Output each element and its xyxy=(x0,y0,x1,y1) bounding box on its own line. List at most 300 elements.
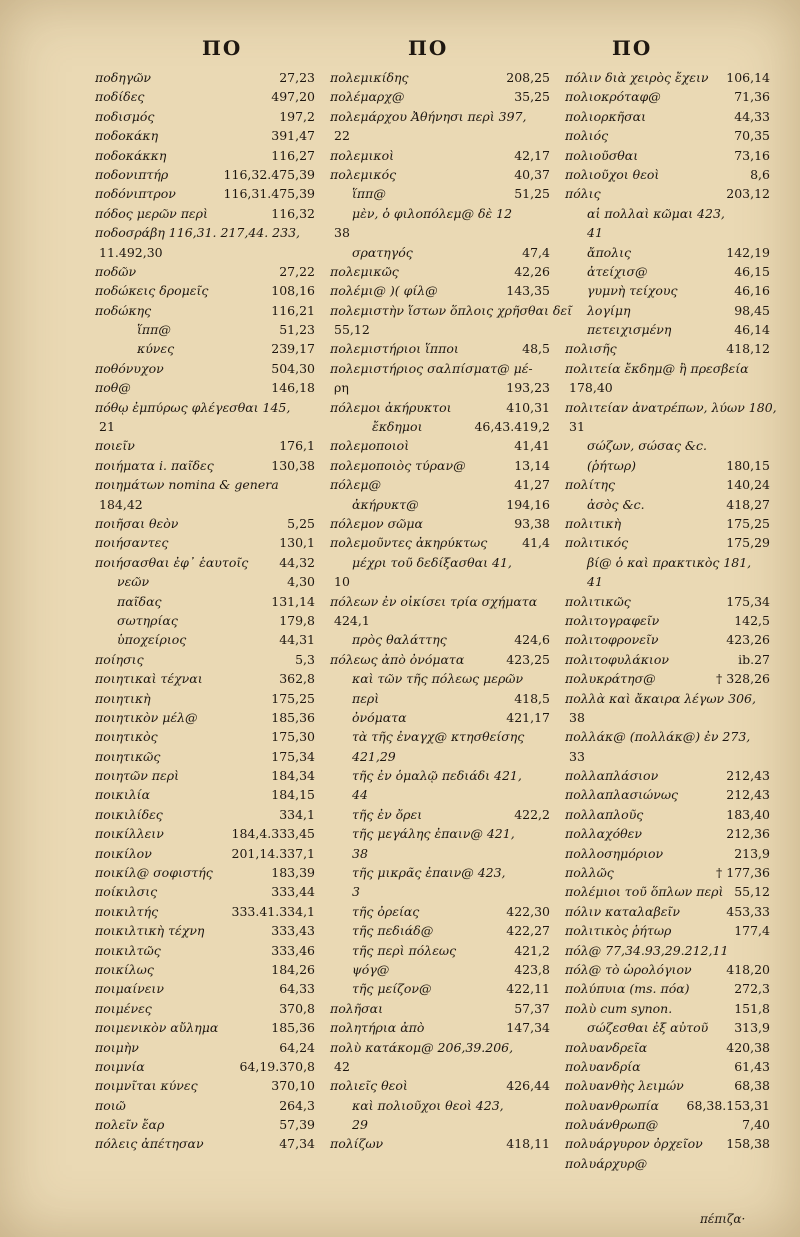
entry-term: ποικίλως xyxy=(95,961,154,977)
entry-reference: 213,9 xyxy=(734,845,770,861)
index-entry xyxy=(330,398,550,417)
entry-reference: 5,25 xyxy=(287,515,315,531)
index-entry xyxy=(95,824,315,843)
index-entry xyxy=(565,126,770,145)
entry-term: 41 xyxy=(587,225,603,241)
index-entry xyxy=(330,475,550,494)
index-entry xyxy=(330,1057,550,1076)
index-entry xyxy=(95,126,315,145)
index-entry xyxy=(565,204,770,223)
index-entry xyxy=(565,1018,770,1037)
entry-term: πολιοκρόταφ@ xyxy=(565,89,661,105)
index-entry xyxy=(330,514,550,533)
entry-reference: 64,24 xyxy=(279,1039,315,1055)
entry-reference: 116,32 xyxy=(271,205,315,221)
index-entry xyxy=(565,301,770,320)
index-entry xyxy=(330,436,550,455)
entry-reference: 44,33 xyxy=(734,108,770,124)
index-entry xyxy=(95,68,315,87)
entry-term: ἄπολις xyxy=(587,244,632,260)
index-entry xyxy=(565,689,770,708)
entry-term: πόλις xyxy=(565,186,601,202)
entry-term: σρατηγός xyxy=(352,244,413,260)
entry-reference: † 177,36 xyxy=(716,865,770,881)
index-entry xyxy=(565,844,770,863)
index-entry xyxy=(565,902,770,921)
entry-term: πολεμοποιὸς τύραν@ xyxy=(330,457,466,473)
index-entry xyxy=(95,960,315,979)
entry-reference: 158,38 xyxy=(726,1136,770,1152)
entry-reference: 423,8 xyxy=(514,961,550,977)
entry-reference: 212,36 xyxy=(726,826,770,842)
index-entry xyxy=(330,378,550,397)
entry-term: ποιητικὴ xyxy=(95,690,151,706)
index-entry xyxy=(95,1018,315,1037)
entry-reference: 176,1 xyxy=(279,438,315,454)
entry-term: 10 xyxy=(334,574,350,590)
entry-reference: 44,32 xyxy=(279,554,315,570)
entry-term: 38 xyxy=(352,845,368,861)
entry-term: ἔκδημοι xyxy=(372,419,423,435)
entry-term: ὀνόματα xyxy=(352,709,407,725)
entry-term: ποικίλον xyxy=(95,845,152,861)
entry-reference: 106,14 xyxy=(726,70,770,85)
index-entry xyxy=(95,243,315,262)
entry-term: 33 xyxy=(569,748,585,764)
index-entry xyxy=(330,921,550,940)
index-entry xyxy=(95,339,315,358)
index-entry xyxy=(565,650,770,669)
index-entry xyxy=(95,417,315,436)
entry-reference: 184,4.333,45 xyxy=(231,826,315,842)
entry-term: πολυάνθρωπ@ xyxy=(565,1117,659,1133)
entry-term: πολιτικῶς xyxy=(565,593,631,609)
index-entry xyxy=(330,553,550,572)
index-entry xyxy=(565,262,770,281)
index-entry xyxy=(330,456,550,475)
index-entry xyxy=(95,921,315,940)
index-entry xyxy=(565,630,770,649)
entry-term: 424,1 xyxy=(334,612,370,628)
entry-term: ποιήματα i. παῖδες xyxy=(95,457,214,473)
index-entry xyxy=(330,999,550,1018)
index-entry xyxy=(95,398,315,417)
entry-reference: 41,27 xyxy=(514,477,550,493)
index-entry xyxy=(565,921,770,940)
index-entry xyxy=(95,378,315,397)
index-entry xyxy=(565,882,770,901)
index-entry xyxy=(330,669,550,688)
entry-reference: 116,31.475,39 xyxy=(223,186,315,202)
entry-reference: 422,2 xyxy=(514,806,550,822)
entry-term: παῖδας xyxy=(117,593,162,609)
entry-reference: 422,27 xyxy=(506,923,550,939)
index-entry xyxy=(330,301,573,320)
entry-term: πολιός xyxy=(565,128,609,144)
index-entry xyxy=(330,1018,550,1037)
entry-term: γυμνὴ τείχους xyxy=(587,283,678,299)
index-entry xyxy=(95,882,315,901)
entry-term: ποιμὴν xyxy=(95,1039,139,1055)
entry-term: μὲν, ὁ φιλοπόλεμ@ δὲ 12 xyxy=(352,205,513,221)
index-entry xyxy=(95,1115,315,1134)
entry-reference: 47,4 xyxy=(522,244,550,260)
index-entry xyxy=(565,320,770,339)
entry-term: ποιητικὸν μέλ@ xyxy=(95,709,198,725)
index-entry xyxy=(330,844,550,863)
entry-term: ψόγ@ xyxy=(352,961,390,977)
entry-term: ποιήσασθαι ἐφ᾽ ἑαυτοῖς xyxy=(95,554,249,570)
index-entry xyxy=(95,514,315,533)
index-entry xyxy=(95,785,315,804)
index-entry xyxy=(95,301,315,320)
entry-reference: 313,9 xyxy=(734,1020,770,1036)
index-entry xyxy=(95,747,315,766)
index-entry xyxy=(565,669,770,688)
index-entry xyxy=(565,417,770,436)
entry-term: ποιητικῶς xyxy=(95,748,161,764)
header-right: ΠΟ xyxy=(612,36,653,60)
entry-reference: 48,5 xyxy=(522,341,550,357)
entry-term: ποδόνιπτρον xyxy=(95,186,176,202)
index-entry xyxy=(330,1115,550,1134)
index-entry xyxy=(95,805,315,824)
entry-reference: 98,45 xyxy=(734,302,770,318)
entry-reference: 183,40 xyxy=(726,806,770,822)
index-entry xyxy=(95,223,315,242)
entry-term: πολεμάρχου Ἀθήνησι περὶ 397, xyxy=(330,108,527,124)
entry-term: πολιτοφυλάκιον xyxy=(565,651,669,667)
entry-term: πολιεῖς θεοὶ xyxy=(330,1078,408,1094)
index-entry xyxy=(330,1038,550,1057)
entry-term: τῆς μείζον@ xyxy=(352,981,432,997)
entry-term: καὶ πολιοῦχοι θεοὶ 423, xyxy=(352,1097,504,1113)
entry-term: πολύπυια (ms. πόα) xyxy=(565,981,690,997)
index-entry xyxy=(95,1057,315,1076)
entry-term: ποιμνία xyxy=(95,1058,145,1074)
entry-term: πολέμι@ )( φίλ@ xyxy=(330,283,438,299)
entry-term: ποίησις xyxy=(95,651,144,667)
index-entry xyxy=(95,999,315,1018)
entry-reference: 35,25 xyxy=(514,89,550,105)
entry-term: 11.492,30 xyxy=(99,244,163,260)
entry-term: ποιητικαὶ τέχναι xyxy=(95,671,203,687)
entry-term: πολεμικῶς xyxy=(330,263,399,279)
entry-reference: 46,15 xyxy=(734,263,770,279)
index-entry xyxy=(565,708,770,727)
entry-reference: 5,3 xyxy=(295,651,315,667)
entry-term: αἱ πολλαὶ κῶμαι 423, xyxy=(587,205,725,221)
entry-reference: 130,38 xyxy=(271,457,315,473)
index-entry xyxy=(565,727,770,746)
entry-term: 31 xyxy=(569,419,585,435)
entry-term: ἵππ@ xyxy=(137,322,171,338)
index-entry xyxy=(565,572,770,591)
entry-reference: 27,22 xyxy=(279,263,315,279)
index-entry xyxy=(565,165,770,184)
entry-term: (ῥήτωρ) xyxy=(587,457,637,473)
entry-term: τῆς μεγάλης ἐπαιν@ 421, xyxy=(352,826,515,842)
entry-term: τὰ τῆς ἐναγχ@ κτησθείσης xyxy=(352,729,525,745)
entry-reference: 418,20 xyxy=(726,961,770,977)
entry-reference: 41,4 xyxy=(522,535,550,551)
entry-term: πολιοῦσθαι xyxy=(565,147,639,163)
entry-term: πολυανδρεῖα xyxy=(565,1039,648,1055)
entry-reference: 272,3 xyxy=(734,981,770,997)
index-entry xyxy=(330,204,550,223)
index-entry xyxy=(565,456,770,475)
entry-reference: 418,11 xyxy=(506,1136,550,1152)
entry-reference: 212,43 xyxy=(726,768,770,784)
entry-reference: 184,15 xyxy=(271,787,315,803)
entry-term: 44 xyxy=(352,787,368,803)
index-entry xyxy=(95,650,315,669)
entry-reference: 194,16 xyxy=(506,496,550,512)
entry-reference: 264,3 xyxy=(279,1097,315,1113)
entry-reference: 370,8 xyxy=(279,1000,315,1016)
entry-reference: 142,5 xyxy=(734,612,770,628)
entry-term: πολεμιστήριος σαλπίσματ@ μέ- xyxy=(330,360,533,376)
entry-term: ποίκιλσις xyxy=(95,884,158,900)
entry-reference: 143,35 xyxy=(506,283,550,299)
entry-term: πολὺ κατάκομ@ 206,39.206, xyxy=(330,1039,514,1055)
entry-term: πόλεως ἀπὸ ὀνόματα xyxy=(330,651,465,667)
entry-reference: 175,25 xyxy=(271,690,315,706)
index-entry xyxy=(330,262,550,281)
header-left: ΠΟ xyxy=(202,36,243,60)
index-entry xyxy=(565,611,770,630)
index-entry xyxy=(95,844,315,863)
entry-term: 29 xyxy=(352,1117,368,1133)
entry-term: πολλῶς xyxy=(565,865,614,881)
index-entry xyxy=(565,359,770,378)
entry-term: ποιητικὸς xyxy=(95,729,158,745)
entry-term: ποθόνυχον xyxy=(95,360,164,376)
index-entry xyxy=(565,436,770,455)
index-entry xyxy=(330,863,550,882)
entry-term: πόθῳ ἐμπύρως φλέγεσθαι 145, xyxy=(95,399,291,415)
entry-reference: 73,16 xyxy=(734,147,770,163)
index-entry xyxy=(330,941,550,960)
entry-term: 41 xyxy=(587,574,603,590)
entry-term: ποιῆσαι θεὸν xyxy=(95,515,179,531)
index-entry xyxy=(330,417,550,436)
entry-term: πόλεμον σῶμα xyxy=(330,515,423,531)
entry-term: πολιτικὸς ῥήτωρ xyxy=(565,923,672,939)
index-entry xyxy=(330,533,550,552)
entry-reference: 197,2 xyxy=(279,108,315,124)
index-entry xyxy=(95,902,315,921)
entry-reference: 140,24 xyxy=(726,477,770,493)
index-entry xyxy=(95,669,315,688)
index-entry xyxy=(95,592,315,611)
index-entry xyxy=(565,223,770,242)
index-entry xyxy=(565,1134,770,1153)
entry-reference: 183,39 xyxy=(271,865,315,881)
index-entry xyxy=(565,747,770,766)
entry-term: σωτηρίας xyxy=(117,612,178,628)
entry-term: πολλαπλοῦς xyxy=(565,806,644,822)
index-entry xyxy=(330,223,550,242)
entry-reference: 418,12 xyxy=(726,341,770,357)
entry-term: πόλιν διὰ χειρὸς ἔχειν xyxy=(565,70,709,85)
index-entry xyxy=(565,146,770,165)
entry-term: πολλοσημόριον xyxy=(565,845,664,861)
index-entry xyxy=(95,146,315,165)
entry-term: ποικιλτής xyxy=(95,903,159,919)
entry-term: πολλαπλασιώνως xyxy=(565,787,679,803)
entry-term: πόδος μερῶν περὶ xyxy=(95,205,208,221)
entry-term: πόλ@ τὸ ὡρολόγιον xyxy=(565,961,692,977)
entry-term: μέχρι τοῦ δεδίξασθαι 41, xyxy=(352,554,512,570)
index-entry xyxy=(95,553,315,572)
entry-reference: 423,25 xyxy=(506,651,550,667)
entry-term: κύνες xyxy=(137,341,175,357)
index-entry xyxy=(565,941,770,960)
index-entry xyxy=(95,475,315,494)
entry-term: 21 xyxy=(99,419,115,435)
index-entry xyxy=(95,1038,315,1057)
column-3 xyxy=(565,68,777,1173)
entry-reference: 370,10 xyxy=(271,1078,315,1094)
entry-term: πολυάργυρον ὀρχεῖον xyxy=(565,1136,703,1152)
entry-term: νεῶν xyxy=(117,574,150,590)
index-entry xyxy=(330,243,550,262)
entry-term: ποδώκης xyxy=(95,302,152,318)
index-entry xyxy=(565,979,770,998)
index-entry xyxy=(565,863,770,882)
entry-term: ποδώκεις δρομεῖς xyxy=(95,283,209,299)
entry-term: 184,42 xyxy=(99,496,143,512)
index-entry xyxy=(330,960,550,979)
entry-term: ποιμενικὸν αὔλημα xyxy=(95,1020,219,1036)
index-entry xyxy=(330,592,550,611)
entry-term: ἵππ@ xyxy=(352,186,386,202)
entry-term: ποικίλλειν xyxy=(95,826,164,842)
entry-reference: 424,6 xyxy=(514,632,550,648)
entry-term: καὶ τῶν τῆς πόλεως μερῶν xyxy=(352,671,524,687)
column-2 xyxy=(330,68,573,1154)
entry-reference: 57,39 xyxy=(279,1117,315,1133)
entry-term: πολεμιστήριοι ἵπποι xyxy=(330,341,459,357)
entry-term: πολυανδρία xyxy=(565,1058,641,1074)
index-entry xyxy=(565,1115,770,1134)
entry-term: τῆς ἐν ὁμαλῷ πεδιάδι 421, xyxy=(352,768,522,784)
entry-reference: 362,8 xyxy=(279,671,315,687)
entry-reference: 42,17 xyxy=(514,147,550,163)
index-entry xyxy=(565,398,777,417)
index-entry xyxy=(95,708,315,727)
index-entry xyxy=(95,456,315,475)
index-entry xyxy=(95,87,315,106)
entry-term: ποδοσράβη 116,31. 217,44. 233, xyxy=(95,225,301,241)
index-entry xyxy=(565,766,770,785)
index-entry xyxy=(330,747,550,766)
index-entry xyxy=(330,320,550,339)
entry-reference: 51,25 xyxy=(514,186,550,202)
entry-term: πολυανθὴς λειμών xyxy=(565,1078,684,1094)
entry-term: πολεμικός xyxy=(330,166,397,182)
entry-reference: 46,16 xyxy=(734,283,770,299)
index-entry xyxy=(95,359,315,378)
column-1 xyxy=(95,68,315,1154)
index-entry xyxy=(565,378,770,397)
entry-reference: 453,33 xyxy=(726,903,770,919)
index-entry xyxy=(95,107,315,126)
entry-term: ποιημάτων nomina & genera xyxy=(95,477,279,493)
index-entry xyxy=(95,1076,315,1095)
entry-reference: 70,35 xyxy=(734,128,770,144)
entry-term: πολιορκῆσαι xyxy=(565,108,646,124)
entry-reference: 151,8 xyxy=(734,1000,770,1016)
entry-term: πόλεμ@ xyxy=(330,477,381,493)
entry-reference: 175,34 xyxy=(726,593,770,609)
entry-term: πολεμοῦντες ἀκηρύκτως xyxy=(330,535,488,551)
index-entry xyxy=(565,107,770,126)
index-entry xyxy=(95,689,315,708)
entry-term: ποιητῶν περὶ xyxy=(95,768,179,784)
index-entry xyxy=(95,727,315,746)
index-entry xyxy=(330,359,550,378)
entry-reference: 333,46 xyxy=(271,942,315,958)
entry-term: πολητήρια ἀπὸ xyxy=(330,1020,425,1036)
index-entry xyxy=(330,572,550,591)
index-entry xyxy=(95,766,315,785)
entry-reference: 410,31 xyxy=(506,399,550,415)
entry-term: πολέμαρχ@ xyxy=(330,89,405,105)
entry-reference: 426,44 xyxy=(506,1078,550,1094)
index-entry xyxy=(330,902,550,921)
entry-term: ποδηγῶν xyxy=(95,70,152,85)
entry-term: ποικιλτῶς xyxy=(95,942,161,958)
index-entry xyxy=(330,1134,550,1153)
entry-term: ποθ@ xyxy=(95,380,131,396)
entry-term: ἀσὸς &c. xyxy=(587,496,645,512)
index-entry xyxy=(95,1134,315,1153)
index-entry xyxy=(565,553,770,572)
entry-reference: 203,12 xyxy=(726,186,770,202)
entry-reference: 7,40 xyxy=(742,1117,770,1133)
entry-term: πολεμικίδης xyxy=(330,70,409,85)
entry-term: πολιτείαν ἀνατρέπων, λύων 180, xyxy=(565,399,777,415)
entry-reference: 57,37 xyxy=(514,1000,550,1016)
index-entry xyxy=(95,979,315,998)
index-entry xyxy=(95,281,315,300)
entry-term: πολίζων xyxy=(330,1136,384,1152)
index-entry xyxy=(330,146,550,165)
entry-term: ποικιλία xyxy=(95,787,151,803)
entry-term: ποιῶ xyxy=(95,1097,126,1113)
entry-term: 38 xyxy=(334,225,350,241)
index-entry xyxy=(330,785,550,804)
index-entry xyxy=(565,805,770,824)
entry-term: πολιοῦχοι θεοὶ xyxy=(565,166,660,182)
entry-term: πολῆσαι xyxy=(330,1000,384,1016)
index-entry xyxy=(330,1076,550,1095)
entry-reference: 68,38.153,31 xyxy=(686,1097,770,1113)
entry-term: σώζων, σώσας &c. xyxy=(587,438,708,454)
entry-reference: 116,21 xyxy=(271,302,315,318)
index-entry xyxy=(565,1038,770,1057)
entry-reference: 504,30 xyxy=(271,360,315,376)
index-entry xyxy=(565,824,770,843)
index-entry xyxy=(330,107,550,126)
entry-term: ποικιλτικὴ τέχνη xyxy=(95,923,205,939)
entry-reference: 8,6 xyxy=(750,166,770,182)
entry-term: σώζεσθαι ἐξ αὐτοῦ xyxy=(587,1020,709,1036)
entry-term: πολέμιοι τοῦ ὅπλων περὶ xyxy=(565,884,724,900)
entry-term: πόλιν καταλαβεῖν xyxy=(565,903,680,919)
